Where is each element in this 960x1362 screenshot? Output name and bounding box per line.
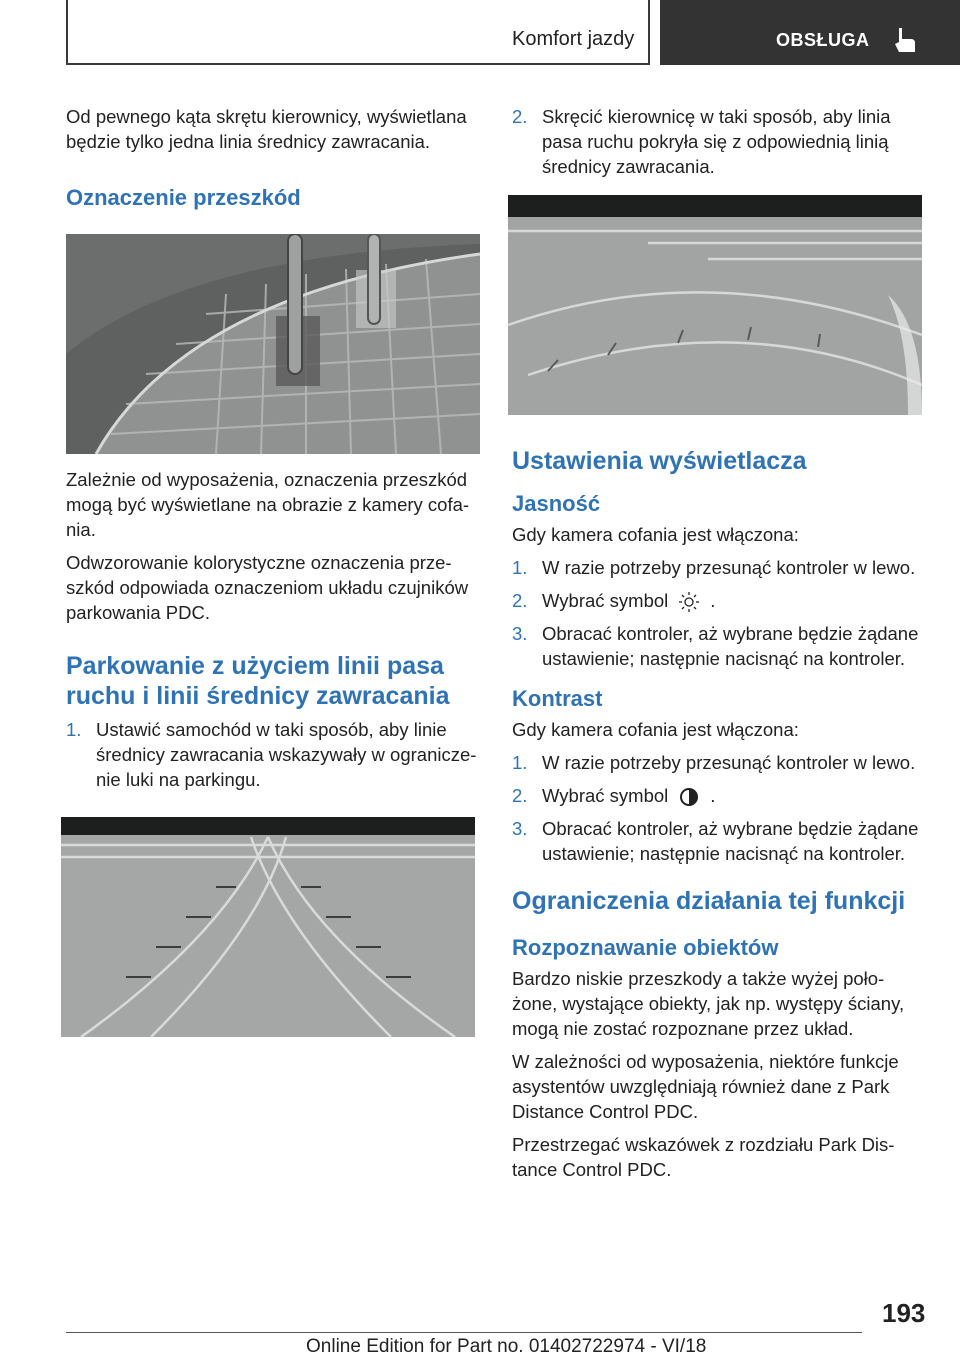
obstacle-marking-image [66, 234, 480, 454]
heading-contrast: Kontrast [512, 686, 603, 712]
heading-limitations: Ograniczenia działania tej funkcji [512, 887, 906, 916]
hand-pointer-icon [893, 26, 917, 54]
heading-obstacles: Oznaczenie przeszkód [66, 185, 301, 210]
step-number: 2. [512, 785, 528, 807]
brightness-steps [512, 555, 926, 671]
step-number: 1. [66, 719, 82, 740]
objects-paragraph-1: Bardzo niskie przeszkody a także wyżej poło- żone, wystające obiekty, jak np. występy ściany, mogą nie zostać rozpoznane przez układ. [512, 968, 905, 1040]
heading-object-detection: Rozpoznawanie obiektów [512, 935, 779, 961]
step-text: W razie potrzeby przesunąć kontroler w lewo. [542, 557, 916, 578]
header-chapter-label: OBSŁUGA [776, 30, 870, 50]
objects-paragraph-2: W zależności od wyposażenia, niektóre funkcje asystentów uwzględniają również dane z Park Distance Control PDC. [512, 1051, 899, 1123]
contrast-steps [512, 750, 926, 866]
heading-display-settings: Ustawienia wyświetlacza [512, 447, 807, 475]
obstacles-paragraph-2: Odwzorowanie kolorystyczne oznaczenia prze- szkód odpowiada oznaczeniom układu czujników parkowania PDC. [66, 552, 469, 623]
step-number: 3. [512, 623, 528, 645]
step-number: 3. [512, 818, 528, 840]
step-text: Skręcić kierownicę w taki sposób, aby linia pasa ruchu pokryła się z odpowiednią linią średnicy zawracania. [542, 106, 891, 177]
list-item [512, 588, 926, 613]
list-item [66, 717, 480, 792]
step-text: Ustawić samochód w taki sposób, aby linie średnicy zawracania wskazywały w ogranicze- nie luki na parkingu. [96, 719, 477, 790]
header-divider [648, 0, 650, 65]
parking-steps [66, 717, 480, 792]
contrast-intro: Gdy kamera cofania jest włączona: [512, 719, 799, 741]
step-number: 1. [512, 557, 528, 578]
left-column [66, 104, 480, 216]
step-text: Wybrać symbol [542, 590, 669, 611]
step-text: Obracać kontroler, aż wybrane będzie żądane ustawienie; następnie nacisnąć na kontroler. [542, 623, 919, 670]
footer-rule [66, 1332, 862, 1333]
list-item [512, 104, 926, 179]
header-section-title: Komfort jazdy [512, 28, 635, 50]
brightness-intro: Gdy kamera cofania jest włączona: [512, 524, 799, 545]
right-column-top [512, 104, 926, 187]
footer-edition: Online Edition for Part no. 01402722974 - VI/18 [306, 1336, 707, 1357]
page-number: 193 [882, 1298, 926, 1328]
right-column-lower [512, 446, 926, 1190]
list-item [512, 783, 926, 808]
left-column-lower [66, 467, 480, 800]
obstacles-paragraph-1: Zależnie od wyposażenia, oznaczenia przeszkód mogą być wyświetlane na obrazie z kamery cofa- nia. [66, 469, 470, 540]
step-text: W razie potrzeby przesunąć kontroler w lewo. [542, 752, 916, 774]
objects-paragraph-3: Przestrzegać wskazówek z rozdziału Park Dis- tance Control PDC. [512, 1134, 895, 1181]
heading-brightness: Jasność [512, 491, 601, 516]
step-number: 1. [512, 752, 528, 774]
step-text: Wybrać symbol [542, 785, 669, 807]
header-left-rule [66, 0, 68, 65]
list-item [512, 750, 926, 775]
header-bottom-rule [66, 63, 650, 65]
parking-lines-image [61, 817, 475, 1037]
brightness-sun-icon [678, 591, 700, 613]
step-text-end: . [710, 590, 716, 611]
intro-paragraph: Od pewnego kąta skrętu kierownicy, wyświetlana będzie tylko jedna linia średnicy zawracania. [66, 106, 467, 152]
list-item [512, 816, 926, 866]
steering-line-image [508, 195, 922, 415]
heading-parking: Parkowanie z użyciem linii pasa ruchu i linii średnicy zawracania [66, 652, 450, 710]
parking-steps-continued [512, 104, 926, 179]
list-item [512, 621, 926, 671]
step-number: 2. [512, 590, 528, 611]
contrast-half-circle-icon [678, 786, 700, 808]
step-text-end: . [710, 785, 716, 807]
step-text: Obracać kontroler, aż wybrane będzie żądane ustawienie; następnie nacisnąć na kontroler. [542, 818, 919, 865]
step-number: 2. [512, 106, 528, 127]
list-item [512, 555, 926, 580]
